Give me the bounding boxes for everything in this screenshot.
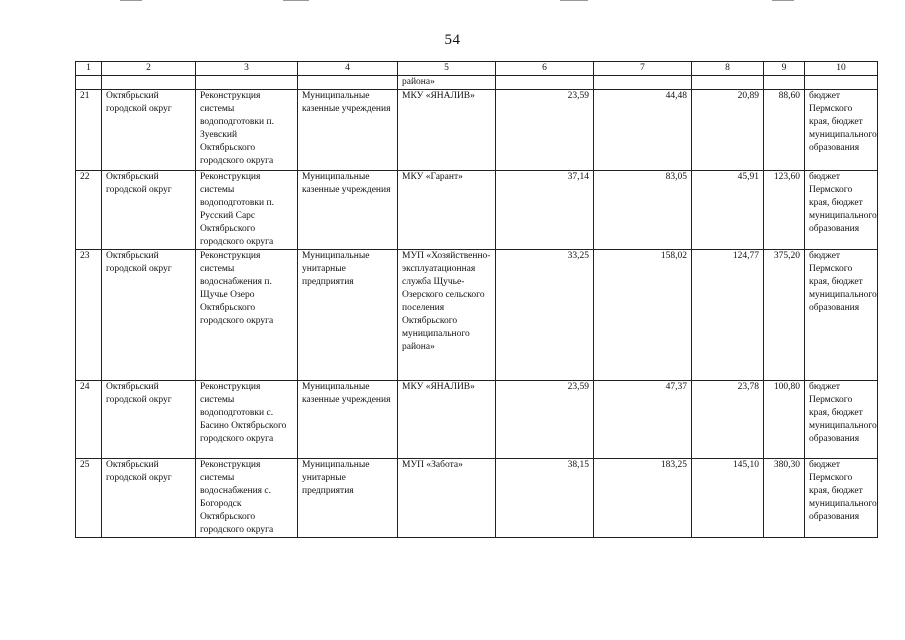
table-row <box>76 90 878 171</box>
value-cell-7: 44,48 <box>594 90 692 171</box>
project-name-cell: Реконструкция системы водоснабжения п. Щучье Озеро Октябрьского городского округа <box>196 250 298 381</box>
municipality-cell: Октябрьский городской округ <box>102 250 196 381</box>
municipality-cell: Октябрьский городской округ <box>102 459 196 538</box>
value-cell-8: 23,78 <box>692 381 764 459</box>
funding-source-cell: бюджет Пермского края, бюджет муниципального образования <box>805 171 878 250</box>
value-cell-6: 38,15 <box>496 459 594 538</box>
column-header: 3 <box>196 62 298 76</box>
row-number: 22 <box>76 171 102 250</box>
value-cell-6: 37,14 <box>496 171 594 250</box>
funding-source-cell: бюджет Пермского края, бюджет муниципального образования <box>805 381 878 459</box>
owner-cell: МУП «Забота» <box>398 459 496 538</box>
funding-source-cell: бюджет Пермского края, бюджет муниципального образования <box>805 250 878 381</box>
value-cell-8: 20,89 <box>692 90 764 171</box>
table-cell <box>76 76 102 90</box>
column-header: 9 <box>764 62 805 76</box>
table-cell <box>805 76 878 90</box>
value-cell-9: 123,60 <box>764 171 805 250</box>
value-cell-9: 88,60 <box>764 90 805 171</box>
organization-type-cell: Муниципальные казенные учреждения <box>298 171 398 250</box>
value-cell-6: 23,59 <box>496 90 594 171</box>
table-row <box>76 171 878 250</box>
row-number: 25 <box>76 459 102 538</box>
owner-cell: МКУ «ЯНАЛИВ» <box>398 381 496 459</box>
row-number: 23 <box>76 250 102 381</box>
table-row <box>76 250 878 381</box>
value-cell-9: 375,20 <box>764 250 805 381</box>
municipality-cell: Октябрьский городской округ <box>102 90 196 171</box>
value-cell-9: 100,80 <box>764 381 805 459</box>
owner-cell: МУП «Хозяйственно-эксплуатационная служба Щучье-Озерского сельского поселения Октябрьского муниципального района» <box>398 250 496 381</box>
row-number: 24 <box>76 381 102 459</box>
table-cell <box>102 76 196 90</box>
funding-source-cell: бюджет Пермского края, бюджет муниципального образования <box>805 90 878 171</box>
municipality-cell: Октябрьский городской округ <box>102 381 196 459</box>
value-cell-6: 23,59 <box>496 381 594 459</box>
value-cell-7: 158,02 <box>594 250 692 381</box>
owner-cell: МКУ «Гарант» <box>398 171 496 250</box>
registry-table <box>75 61 878 538</box>
value-cell-8: 45,91 <box>692 171 764 250</box>
table-cell <box>692 76 764 90</box>
value-cell-7: 183,25 <box>594 459 692 538</box>
column-header: 2 <box>102 62 196 76</box>
column-header: 5 <box>398 62 496 76</box>
continuation-cell-owner: района» <box>398 76 496 90</box>
project-name-cell: Реконструкция системы водоподготовки п. Русский Сарс Октябрьского городского округа <box>196 171 298 250</box>
table-cell <box>298 76 398 90</box>
table-row <box>76 459 878 538</box>
row-number: 21 <box>76 90 102 171</box>
project-name-cell: Реконструкция системы водоподготовки с. Басино Октябрьского городского округа <box>196 381 298 459</box>
column-header: 8 <box>692 62 764 76</box>
column-header: 4 <box>298 62 398 76</box>
table-row <box>76 381 878 459</box>
municipality-cell: Октябрьский городской округ <box>102 171 196 250</box>
value-cell-7: 47,37 <box>594 381 692 459</box>
page-number: 54 <box>444 32 461 48</box>
value-cell-8: 124,77 <box>692 250 764 381</box>
column-header: 6 <box>496 62 594 76</box>
value-cell-8: 145,10 <box>692 459 764 538</box>
project-name-cell: Реконструкция системы водоснабжения с. Богородск Октябрьского городского округа <box>196 459 298 538</box>
continuation-row <box>76 76 878 90</box>
value-cell-9: 380,30 <box>764 459 805 538</box>
project-name-cell: Реконструкция системы водоподготовки п. Зуевский Октябрьского городского округа <box>196 90 298 171</box>
column-header: 1 <box>76 62 102 76</box>
organization-type-cell: Муниципальные унитарные предприятия <box>298 459 398 538</box>
value-cell-6: 33,25 <box>496 250 594 381</box>
table-cell <box>496 76 594 90</box>
column-number-row <box>76 62 878 76</box>
organization-type-cell: Муниципальные казенные учреждения <box>298 90 398 171</box>
owner-cell: МКУ «ЯНАЛИВ» <box>398 90 496 171</box>
table-cell <box>764 76 805 90</box>
organization-type-cell: Муниципальные унитарные предприятия <box>298 250 398 381</box>
column-header: 10 <box>805 62 878 76</box>
organization-type-cell: Муниципальные казенные учреждения <box>298 381 398 459</box>
table-cell <box>594 76 692 90</box>
value-cell-7: 83,05 <box>594 171 692 250</box>
table-cell <box>196 76 298 90</box>
column-header: 7 <box>594 62 692 76</box>
funding-source-cell: бюджет Пермского края, бюджет муниципального образования <box>805 459 878 538</box>
